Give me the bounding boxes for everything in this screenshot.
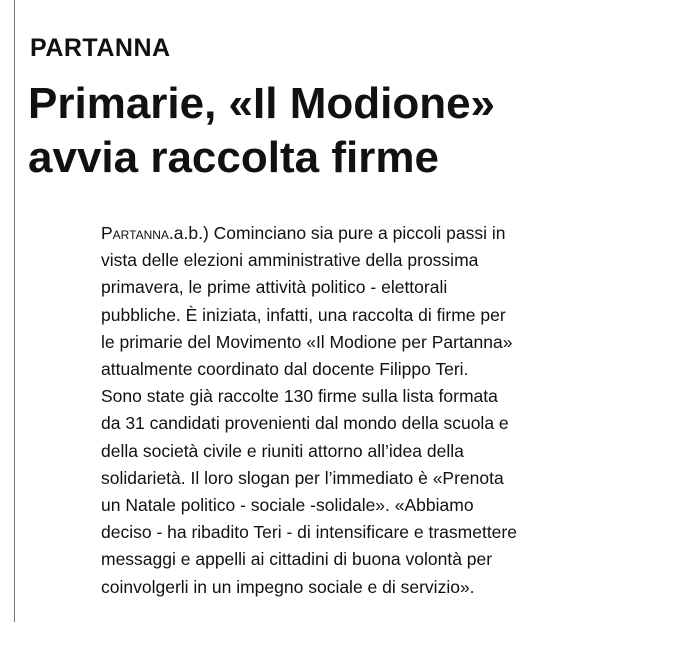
dateline-rest: .a.b.) Cominciano sia pure a piccoli passi in bbox=[168, 223, 506, 243]
body-line: da 31 candidati provenienti dal mondo della scuola e bbox=[101, 413, 509, 434]
article-headline bbox=[28, 77, 668, 185]
body-line: solidarietà. Il loro slogan per l’immediato è «Prenota bbox=[101, 467, 504, 488]
body-line: coinvolgerli in un impegno sociale e di servizio». bbox=[101, 576, 475, 597]
body-line: deciso - ha ribadito Teri - di intensificare e trasmettere bbox=[101, 522, 517, 543]
body-line: pubbliche. È iniziata, infatti, una raccolta di firme per bbox=[101, 304, 506, 325]
body-line bbox=[101, 220, 621, 247]
body-line: un Natale politico - sociale -solidale». «Abbiamo bbox=[101, 495, 474, 516]
column-rule bbox=[14, 0, 15, 622]
body-line: primavera, le prime attività politico - elettorali bbox=[101, 277, 448, 298]
article-body bbox=[101, 220, 621, 601]
headline-line-1: Primarie, «Il Modione» bbox=[28, 79, 496, 128]
body-line: della società civile e riuniti attorno all’idea della bbox=[101, 440, 464, 461]
body-line: messaggi e appelli ai cittadini di buona volontà per bbox=[101, 549, 493, 570]
body-line: vista delle elezioni amministrative della prossima bbox=[101, 250, 479, 271]
headline-line-2: avvia raccolta firme bbox=[28, 133, 439, 182]
dateline-place: Partanna bbox=[101, 223, 169, 243]
body-line: attualmente coordinato dal docente Filippo Teri. bbox=[101, 359, 469, 380]
section-kicker: PARTANNA bbox=[30, 34, 171, 62]
body-line: le primarie del Movimento «Il Modione per Partanna» bbox=[101, 331, 513, 352]
body-line: Sono state già raccolte 130 firme sulla lista formata bbox=[101, 386, 498, 407]
